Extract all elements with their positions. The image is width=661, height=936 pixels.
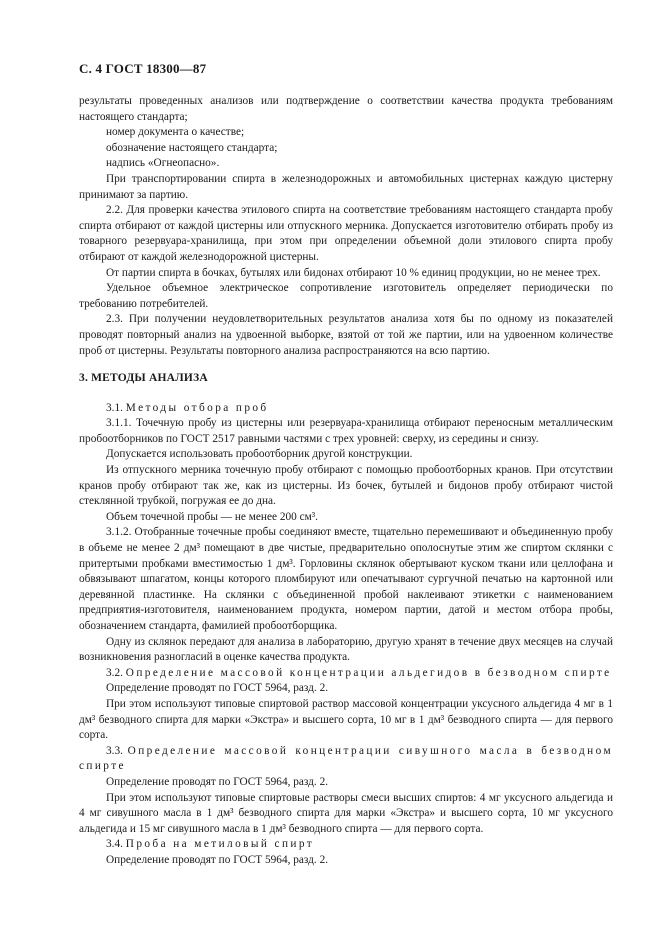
paragraph: Объем точечной пробы — не менее 200 см³.: [106, 510, 318, 523]
paragraph: При этом используют типовые спиртовые растворы смеси высших спиртов: 4 мг уксусного альдегида и 4 мг сивушного масла в 1 дм³ безводного спирта для марки «Экстра» и высшего сорта, 10 мг уксусного альдегида и 15 мг сивушного масла в 1 дм³ безводного спирта — для первого сорта.: [79, 791, 613, 835]
paragraph-2-3: 2.3. При получении неудовлетворительных результатов анализа хотя бы по одному из показателей проводят повторный анализ на удвоенной выборке, взятой от той же партии, или на удвоенном количестве проб от цистерны. Результаты повторного анализа распространяются на всю партию.: [79, 313, 613, 357]
paragraph: обозначение настоящего стандарта;: [106, 141, 278, 154]
paragraph: Одну из склянок передают для анализа в лабораторию, другую хранят в течение двух месяцев на случай возникновения разногласий в оценке качества продукта.: [79, 635, 613, 664]
subsection-title: Определение массовой концентрации сивушного масла в безводном спирте: [79, 744, 613, 773]
subsection-3-2: [79, 666, 613, 682]
subsection-title: Проба на метиловый спирт: [125, 838, 315, 851]
subsection-title: Методы отбора проб: [125, 401, 269, 414]
paragraph: При этом используют типовые спиртовой раствор массовой концентрации уксусного альдегида 4 мг в 1 дм³ безводного спирта для марки «Экстра» и высшего сорта, 10 мг в 1 дм³ безводного спирта — для первого сорта.: [79, 697, 613, 742]
section-heading: 3. МЕТОДЫ АНАЛИЗА: [79, 372, 208, 385]
subsection-title: Определение массовой концентрации альдегидов в безводном спирте: [125, 666, 612, 679]
page-header: С. 4 ГОСТ 18300—87: [79, 61, 207, 76]
subsection-number: 3.2.: [106, 666, 123, 679]
paragraph: Определение проводят по ГОСТ 5964, разд. 2.: [106, 682, 329, 695]
paragraph: Допускается использовать пробоотборник другой конструкции.: [106, 448, 413, 461]
subsection-number: 3.1.: [106, 401, 123, 414]
paragraph: номер документа о качестве;: [106, 126, 245, 139]
paragraph-3-1-1: 3.1.1. Точечную пробу из цистерны или резервуара-хранилища отбирают переносным металлическим пробоотборников по ГОСТ 2517 равными частями с трех уровней: сверху, из середины и снизу.: [79, 417, 613, 445]
subsection-3-3: [79, 744, 613, 775]
paragraph: надпись «Огнеопасно».: [106, 157, 220, 170]
paragraph: Определение проводят по ГОСТ 5964, разд. 2.: [106, 775, 329, 788]
subsection-number: 3.4.: [106, 838, 123, 851]
paragraph: Определение проводят по ГОСТ 5964, разд. 2.: [106, 853, 329, 866]
paragraph: От партии спирта в бочках, бутылях или бидонах отбирают 10 % единиц продукции, но не менее трех.: [106, 266, 601, 279]
subsection-number: 3.3.: [106, 744, 123, 757]
paragraph-2-2: 2.2. Для проверки качества этилового спирта на соответствие требованиям настоящего стандарта пробу спирта отбирают от каждой цистерны или отпускного мерника. Допускается изготовителю отбирать пробу из товарного резервуара-хранилища, при этом при определении объемной доли этилового спирта пробу отбирают от каждой железнодорожной цистерны.: [79, 204, 613, 263]
subsection-3-4: [79, 837, 613, 853]
paragraph: При транспортировании спирта в железнодорожных и автомобильных цистернах каждую цистерну принимают за партию.: [79, 172, 613, 201]
paragraph-3-1-2: 3.1.2. Отобранные точечные пробы соединяют вместе, тщательно перемешивают и объединенную пробу в объеме не менее 2 дм³ помещают в две чистые, предварительно ополоснутые этим же спиртом склянки с притертыми пробками вместимостью 1 дм³. Горловины склянок обертывают куском ткани или целлофана и обвязывают шпагатом, концы которого пломбируют или опечатывают сургучной печатью на картонной или деревянной пластинке. На склянки с объединенной пробой наклеивают этикетки с наименованием предприятия-изготовителя, наименованием продукта, номером партии, датой и местом отбора пробы, обозначением стандарта, фамилией пробоотборщика.: [79, 526, 613, 632]
paragraph: результаты проведенных анализов или подтверждение о соответствии качества продукта требованиям настоящего стандарта;: [79, 95, 613, 123]
document-body: [79, 94, 613, 869]
paragraph: Из отпускного мерника точечную пробу отбирают с помощью пробоотборных кранов. При отсутствии кранов пробу отбирают так же, как из цистерны. Из бочек, бутылей и бидонов пробу отбирают чистой стеклянной трубкой, погружая ее до дна.: [79, 464, 613, 508]
subsection-3-1: [79, 401, 613, 417]
paragraph: Удельное объемное электрическое сопротивление изготовитель определяет периодически по требованию потребителей.: [79, 282, 613, 310]
